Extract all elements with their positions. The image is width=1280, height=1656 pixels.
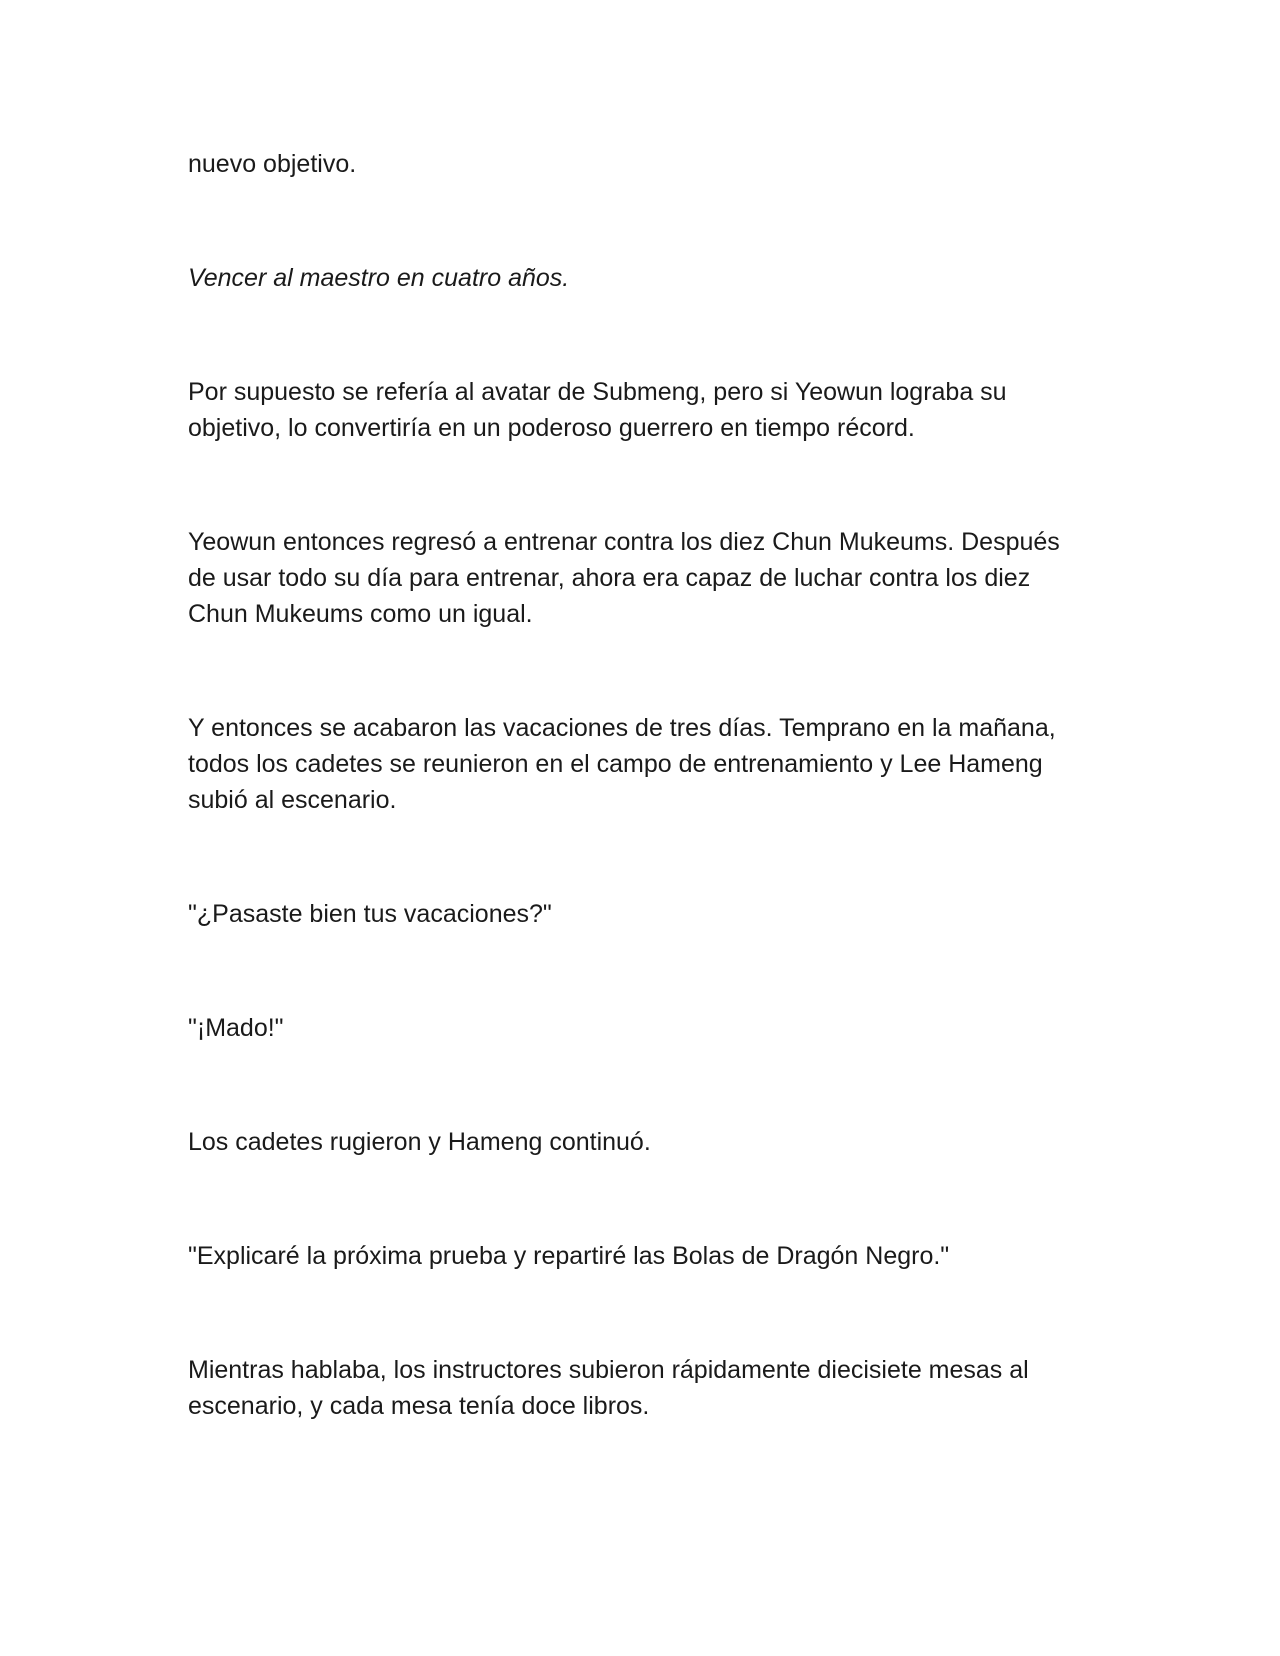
paragraph-4: Yeowun entonces regresó a entrenar contra los diez Chun Mukeums. Después de usar todo su día para entrenar, ahora era capaz de luchar contra los diez Chun Mukeums como un igual.	[188, 528, 1060, 628]
paragraph-3: Por supuesto se refería al avatar de Submeng, pero si Yeowun lograba su objetivo, lo convertiría en un poderoso guerrero en tiempo récord.	[188, 378, 1007, 442]
paragraph-5: Y entonces se acabaron las vacaciones de tres días. Temprano en la mañana, todos los cadetes se reunieron en el campo de entrenamiento y Lee Hameng subió al escenario.	[188, 714, 1056, 814]
paragraph-10: Mientras hablaba, los instructores subieron rápidamente diecisiete mesas al escenario, y cada mesa tenía doce libros.	[188, 1356, 1029, 1420]
paragraph-7: "¡Mado!"	[188, 1014, 284, 1042]
paragraph-2-italic: Vencer al maestro en cuatro años.	[188, 264, 570, 292]
paragraph-1: nuevo objetivo.	[188, 150, 357, 178]
paragraph-6: "¿Pasaste bien tus vacaciones?"	[188, 900, 552, 928]
paragraph-8: Los cadetes rugieron y Hameng continuó.	[188, 1128, 651, 1156]
paragraph-9: "Explicaré la próxima prueba y repartiré las Bolas de Dragón Negro."	[188, 1242, 950, 1270]
